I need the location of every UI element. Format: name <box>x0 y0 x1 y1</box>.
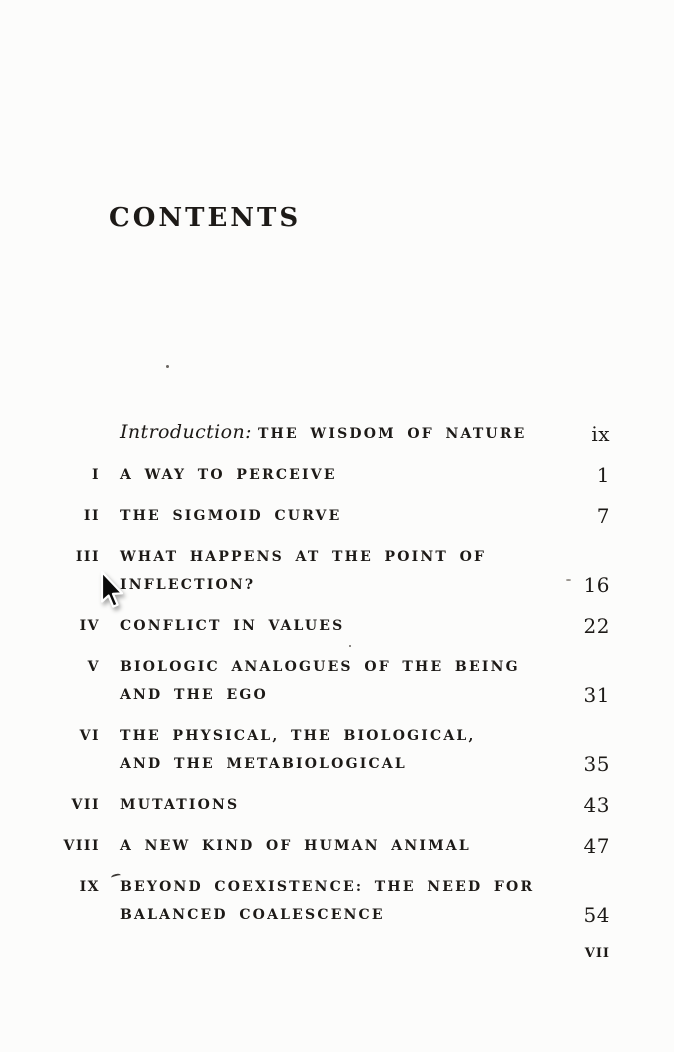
toc-entry-numeral: IX <box>79 879 100 895</box>
toc-entry-page: 31 <box>583 683 610 707</box>
toc-entry <box>0 612 610 640</box>
folio-page-number: VII <box>584 946 610 961</box>
toc-entry-numeral: IV <box>79 618 100 634</box>
toc-entry <box>0 873 610 929</box>
toc-entry-title <box>100 612 538 640</box>
toc-entry <box>0 791 610 819</box>
scan-speck <box>166 365 169 368</box>
mouse-pointer-icon <box>99 571 124 611</box>
toc-entry-title <box>100 873 538 929</box>
toc-entry-page: 47 <box>583 834 610 858</box>
toc-entry-title <box>100 543 538 599</box>
toc-entry-page: 16 <box>583 573 610 597</box>
toc-entry-title <box>100 722 538 778</box>
toc-entry-numeral: III <box>75 549 100 565</box>
toc-entry-title-line: CONFLICT IN VALUES <box>120 618 345 634</box>
toc-entry-numeral: II <box>83 508 100 524</box>
toc-entry-page: 43 <box>583 793 610 817</box>
toc-entry <box>0 653 610 709</box>
introduction-label: Introduction: <box>120 421 252 443</box>
toc-entry-title-line: INFLECTION? <box>120 577 256 593</box>
toc-entry-numeral: I <box>91 467 100 483</box>
toc-entry-title-line: THE SIGMOID CURVE <box>120 508 342 524</box>
toc-entry-title <box>100 653 538 709</box>
toc-entry-title-line: A WAY TO PERCEIVE <box>120 467 337 483</box>
toc-entry-title-line: BIOLOGIC ANALOGUES OF THE BEING <box>120 659 520 675</box>
toc-entry-title-line: MUTATIONS <box>120 797 240 813</box>
toc-entry-title-line: BALANCED COALESCENCE <box>120 907 385 923</box>
toc-entry-title-line: AND THE METABIOLOGICAL <box>120 756 407 772</box>
toc-entry-page: 22 <box>583 614 610 638</box>
toc-entry <box>0 722 610 778</box>
toc-entry-numeral: VII <box>71 797 100 813</box>
toc-list <box>0 418 610 942</box>
toc-entry <box>0 543 610 599</box>
toc-entry-title <box>100 832 538 860</box>
page-title: CONTENTS <box>109 203 302 233</box>
toc-entry-title <box>100 791 538 819</box>
toc-entry-page: 54 <box>583 903 610 927</box>
toc-entry-page: ix <box>591 422 610 446</box>
toc-entry-title-line: THE PHYSICAL, THE BIOLOGICAL, <box>120 728 476 744</box>
toc-entry-title-line: AND THE EGO <box>120 687 268 703</box>
toc-entry <box>0 461 610 489</box>
toc-entry <box>0 832 610 860</box>
toc-entry-title <box>100 461 538 489</box>
toc-entry <box>0 502 610 530</box>
introduction-subtitle: THE WISDOM OF NATURE <box>257 426 527 442</box>
toc-entry-page: 7 <box>596 504 610 528</box>
toc-entry-page: 1 <box>596 463 610 487</box>
toc-entry-numeral: VIII <box>63 838 100 854</box>
toc-entry-page: 35 <box>583 752 610 776</box>
toc-entry-title-line: A NEW KIND OF HUMAN ANIMAL <box>120 838 471 854</box>
toc-entry-title <box>100 418 538 448</box>
toc-entry-numeral: V <box>87 659 100 675</box>
toc-entry-title-line: WHAT HAPPENS AT THE POINT OF <box>120 549 487 565</box>
toc-entry-title <box>100 502 538 530</box>
toc-entry-title-line: BEYOND COEXISTENCE: THE NEED FOR <box>120 879 535 895</box>
toc-entry-numeral: VI <box>79 728 100 744</box>
toc-entry-introduction <box>0 418 610 448</box>
